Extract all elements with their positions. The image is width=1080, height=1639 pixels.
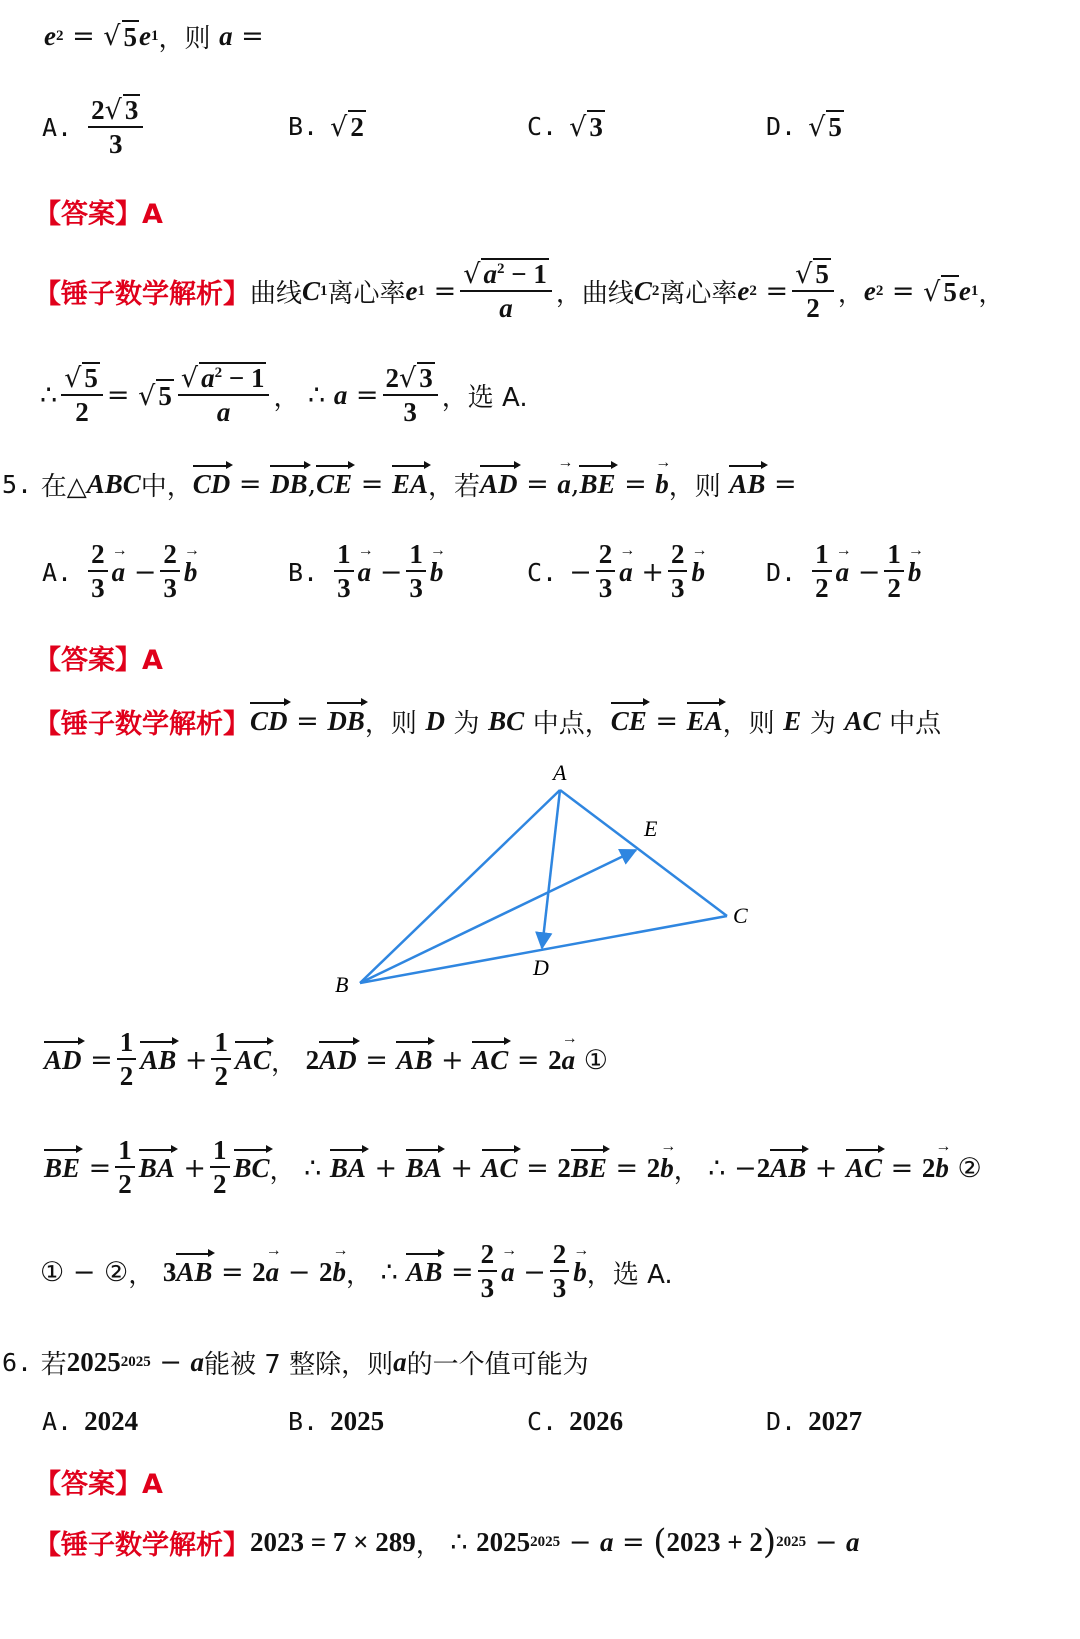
- q4-option-b[interactable]: B. √ 2: [288, 112, 364, 143]
- text: 若: [40, 1350, 67, 1380]
- text: 离心率: [327, 278, 406, 309]
- text: 中点，: [532, 709, 611, 739]
- option-label: D.: [766, 1407, 797, 1436]
- q6-option-a[interactable]: [42, 1406, 138, 1437]
- option-label: B.: [288, 1407, 319, 1436]
- fraction: $\frac{2√ 3}{3}$: [88, 94, 143, 160]
- point-label-e: E: [644, 816, 658, 841]
- text: ，若: [428, 472, 481, 502]
- option-label: B.: [288, 112, 319, 141]
- vector-ad: [542, 790, 560, 948]
- q5-step-1: AD = $\frac{1}{2}$ AB + $\frac{1}{2}$ AC ， 2 AD = AB + AC = 2 → a ①: [44, 1028, 608, 1092]
- edge-ab: [360, 790, 560, 983]
- fraction: $\frac{√ 5}{2}$: [792, 258, 834, 324]
- fraction: $\frac{√ a^2 - 1}{a}$: [178, 362, 270, 428]
- text: ，则: [364, 709, 417, 739]
- option-label: D.: [766, 557, 797, 587]
- triangle-diagram: [0, 760, 1080, 1020]
- q6-stem: 6. 若 2025 2025 − a 能被 7 整除，则 a 的一个值可能为: [2, 1344, 589, 1381]
- fraction: $\frac{√ 5}{2}$: [61, 362, 103, 428]
- q5-option-c[interactable]: C. − $\frac{2}{3}$ → a + $\frac{2}{3}$ → b: [527, 540, 705, 604]
- q5-step-2: BE = $\frac{1}{2}$ BA + $\frac{1}{2}$ BC ， ∴ BA + BA + AC = 2 BE = 2 → b ， ∴ − 2 AB + AC = 2 → b ②: [44, 1136, 982, 1200]
- option-value: 2027: [808, 1406, 863, 1436]
- q5-option-b[interactable]: B. $\frac{1}{3}$ → a − $\frac{1}{3}$ → b: [288, 540, 443, 604]
- text: 中，: [140, 472, 193, 502]
- analysis-tag: 【锤子数学解析】: [34, 278, 250, 310]
- point-label-a: A: [553, 760, 567, 785]
- option-value: 2026: [569, 1406, 624, 1436]
- text: 在△: [40, 472, 87, 502]
- q4-analysis-line2: ∴ $\frac{√ 5}{2}$ = √ 5 $\frac{√ a^2 - 1}{a}$ ， ∴ a = $\frac{2√ 3}{3}$ ， 选 A.: [40, 363, 528, 427]
- option-label: A.: [42, 112, 73, 142]
- question-number: 6.: [2, 1348, 33, 1377]
- text: 曲线: [250, 278, 303, 309]
- q4-answer: [34, 192, 163, 231]
- text: 离心率: [659, 278, 738, 309]
- analysis-tag: 【锤子数学解析】: [34, 709, 250, 740]
- q6-option-c[interactable]: [527, 1406, 623, 1437]
- answer-tag: 【答案】A: [34, 645, 163, 676]
- q4-option-d[interactable]: D. √ 5: [766, 112, 842, 143]
- point-label-c: C: [733, 903, 748, 928]
- option-label: A.: [42, 557, 73, 587]
- text: 为: [453, 709, 480, 739]
- option-value: 2025: [330, 1406, 385, 1436]
- q6-option-b[interactable]: [288, 1406, 384, 1437]
- question-number: 5.: [2, 470, 33, 499]
- option-label: D.: [766, 112, 797, 141]
- option-value: 2024: [84, 1406, 139, 1436]
- option-label: A.: [42, 1407, 73, 1436]
- circle-number-1: ①: [583, 1044, 608, 1076]
- text: 能被 7 整除，则: [204, 1350, 394, 1380]
- fraction: $\frac{2√ 3}{3}$: [383, 362, 438, 428]
- point-label-b: B: [335, 972, 349, 997]
- option-label: C.: [527, 557, 558, 587]
- text: ，则: [722, 709, 775, 739]
- q4-condition: e 2 = √ 5 e 1 ，则 a =: [44, 21, 264, 54]
- edge-ac: [560, 790, 727, 916]
- q4-analysis-line1: 【锤子数学解析】 曲线 C 1 离心率 e 1 = $\frac{√ a^2 - 1}{a}$ ， 曲线 C 2 离心率 e 2 = $\frac{√ 5}{2}$ ， e 2 = √ 5 e 1 ，: [34, 259, 1005, 323]
- point-label-d: D: [533, 955, 549, 980]
- fraction: $\frac{√ a^2 - 1}{a}$: [460, 258, 552, 324]
- choose-text: 选 A.: [612, 1259, 673, 1290]
- choose-text: 选 A.: [467, 382, 528, 413]
- q6-answer: [34, 1462, 163, 1501]
- analysis-tag: 【锤子数学解析】: [34, 1529, 250, 1561]
- answer-tag: 【答案】A: [34, 199, 163, 230]
- vector-be: [360, 850, 636, 983]
- text: 中点: [889, 709, 942, 739]
- q5-step-3: ① − ② ， 3 AB = 2 → a − 2 → b ， ∴ AB = $\frac{2}{3}$ → a − $\frac{2}{3}$ → b ， 选 A.: [40, 1240, 673, 1304]
- q5-option-d[interactable]: D. $\frac{1}{2}$ → a − $\frac{1}{2}$ → b: [766, 540, 921, 604]
- option-label: B.: [288, 557, 319, 587]
- q5-option-a[interactable]: A. $\frac{2}{3}$ → a − $\frac{2}{3}$ → b: [42, 540, 197, 604]
- text: 的一个值可能为: [406, 1350, 589, 1380]
- q4-option-a[interactable]: [42, 94, 147, 160]
- circle-number-2: ②: [957, 1152, 982, 1184]
- q5-answer: [34, 638, 163, 677]
- answer-tag: 【答案】A: [34, 1469, 163, 1500]
- option-label: C.: [527, 1407, 558, 1436]
- text: ，则: [668, 472, 721, 502]
- option-label: C.: [527, 112, 558, 141]
- q4-option-c[interactable]: C. √ 3: [527, 112, 603, 143]
- text: 曲线: [581, 278, 634, 309]
- q6-option-d[interactable]: [766, 1406, 862, 1437]
- text: 为: [809, 709, 836, 739]
- q5-stem: 5. 在△ ABC 中， CD = DB , CE = EA ，若 AD = → a , BE = → b ，则 AB =: [2, 466, 797, 503]
- q5-analysis-line1: 【锤子数学解析】 CD = DB ，则 D 为 BC 中点， CE = EA ，则 E 为 AC 中点: [34, 702, 941, 741]
- q6-analysis: 【锤子数学解析】 2023 = 7 × 289 ， ∴ 2025 2025 − a = ( 2023 + 2 ) 2025 − a: [34, 1522, 860, 1562]
